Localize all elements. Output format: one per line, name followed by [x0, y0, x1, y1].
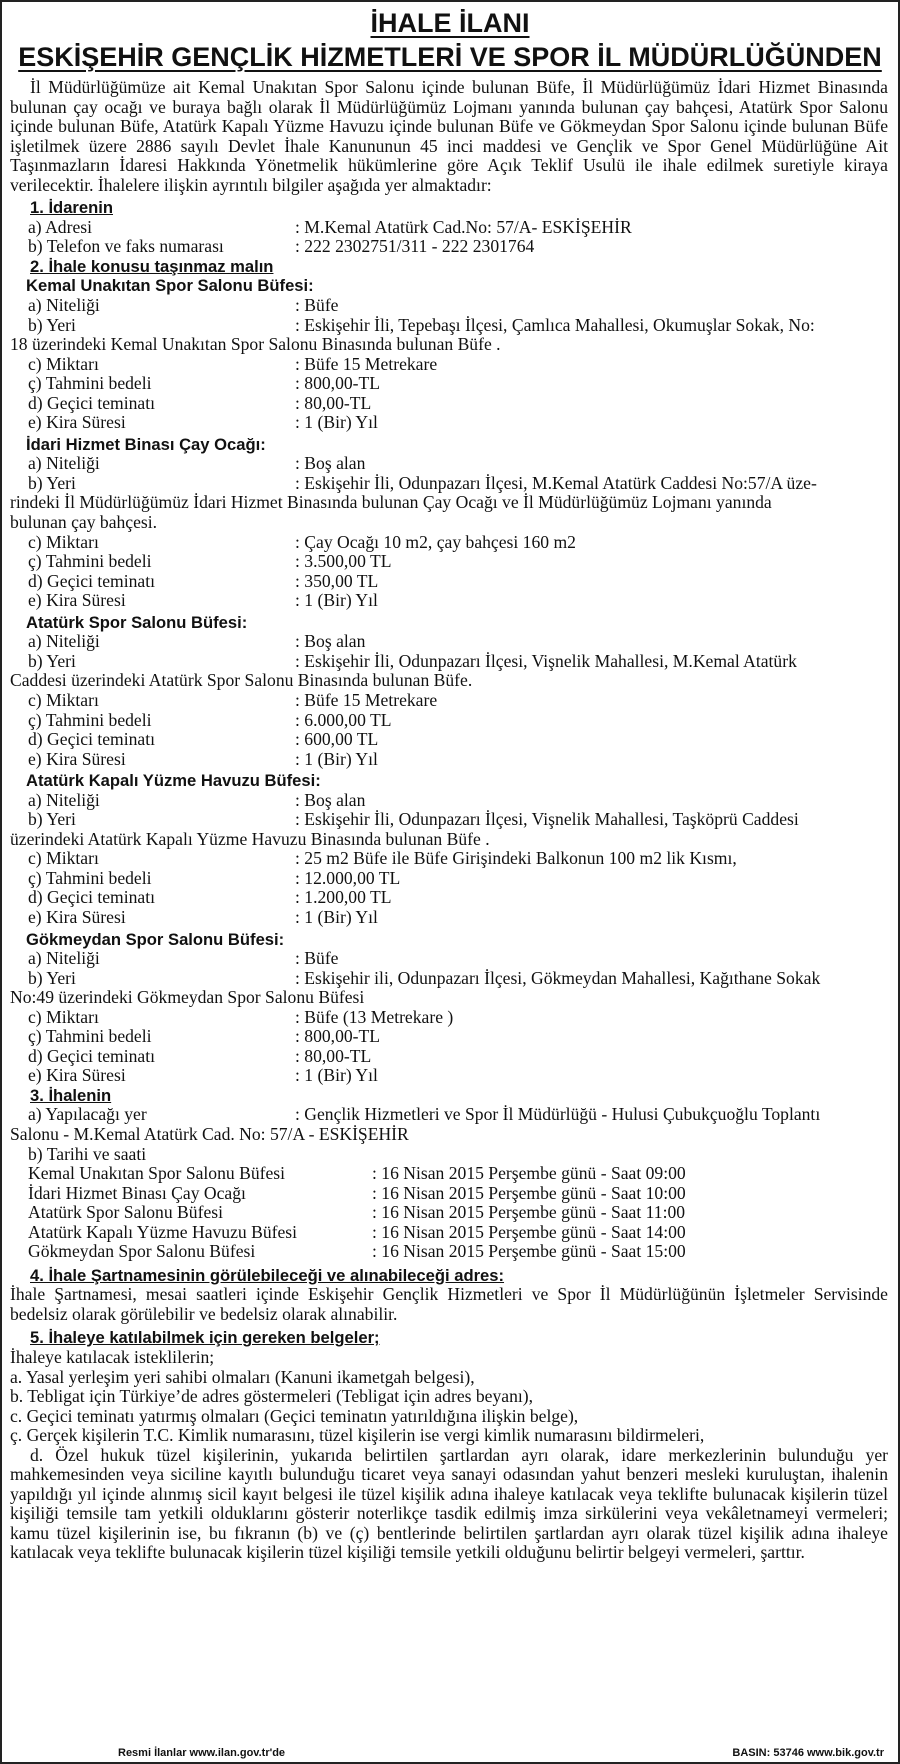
- section-4-text: İhale Şartnamesi, mesai saatleri içinde Eskişehir Gençlik Hizmetleri ve Spor İl Müdürlüğünün İşletmeler Servisinde bedelsiz olarak görülebilir ve bedelsiz olarak alınabilir.: [10, 1284, 888, 1324]
- sure-row: e) Kira Süresi : 1 (Bir) Yıl: [28, 748, 378, 769]
- yeri-row: b) Yeri : Eskişehir İli, Tepebaşı İlçesi, Çamlıca Mahallesi, Okumuşlar Sokak, No:: [28, 314, 815, 335]
- section-5-title: 5. İhaleye katılabilmek için gereken belgeler;: [30, 1328, 380, 1348]
- property-item: [10, 613, 888, 769]
- property-name: Atatürk Kapalı Yüzme Havuzu Büfesi:: [26, 771, 321, 791]
- teminat-row: d) Geçici teminatı : 350,00 TL: [28, 570, 379, 591]
- bedel-row: ç) Tahmini bedeli : 6.000,00 TL: [28, 709, 392, 730]
- notice-title: İHALE İLANI: [370, 8, 530, 38]
- teminat-row: d) Geçici teminatı : 80,00-TL: [28, 392, 372, 413]
- venue-row: a) Yapılacağı yer : Gençlik Hizmetleri ve Spor İl Müdürlüğü - Hulusi Çubukçuoğlu Toplantı: [28, 1104, 821, 1125]
- bedel-row: ç) Tahmini bedeli : 800,00-TL: [28, 1026, 381, 1047]
- notice-subtitle: ESKİŞEHİR GENÇLİK HİZMETLERİ VE SPOR İL MÜDÜRLÜĞÜNDEN: [18, 42, 882, 72]
- section-2-title: 2. İhale konusu taşınmaz malın: [30, 256, 274, 276]
- yeri-row: b) Yeri : Eskişehir İli, Odunpazarı İlçesi, Vişnelik Mahallesi, M.Kemal Atatürk: [28, 650, 797, 671]
- sure-row: e) Kira Süresi : 1 (Bir) Yıl: [28, 906, 378, 927]
- niteligi-row: a) Niteliği : Büfe: [28, 295, 339, 316]
- sure-row: e) Kira Süresi : 1 (Bir) Yıl: [28, 1065, 378, 1086]
- date-label-row: b) Tarihi ve saati: [28, 1143, 147, 1164]
- schedule-row: Gökmeydan Spor Salonu Büfesi : 16 Nisan 2015 Perşembe günü - Saat 15:00: [28, 1241, 686, 1262]
- yeri-cont: rindeki İl Müdürlüğümüz İdari Hizmet Binasında bulunan Çay Ocağı ve İl Müdürlüğümüz Lojmanı yanında: [10, 492, 772, 513]
- phone-row: b) Telefon ve faks numarası : 222 2302751/311 - 222 2301764: [28, 236, 535, 257]
- miktari-row: c) Miktarı : Büfe 15 Metrekare: [28, 353, 438, 374]
- req-c: c. Geçici teminatı yatırmış olmaları (Geçici teminatın yatırıldığına ilişkin belge),: [10, 1405, 579, 1426]
- footer-right[interactable]: BASIN: 53746 www.bik.gov.tr: [732, 1747, 884, 1759]
- property-name: Atatürk Spor Salonu Büfesi:: [26, 612, 248, 632]
- niteligi-row: a) Niteliği : Boş alan: [28, 631, 366, 652]
- miktari-row: c) Miktarı : Büfe (13 Metrekare ): [28, 1006, 454, 1027]
- niteligi-row: a) Niteliği : Boş alan: [28, 789, 366, 810]
- teminat-row: d) Geçici teminatı : 80,00-TL: [28, 1045, 372, 1066]
- intro-paragraph: İl Müdürlüğümüze ait Kemal Unakıtan Spor Salonu içinde bulunan Büfe, İl Müdürlüğümüz İdari Hizmet Binasında bulunan çay ocağı ve buraya bağlı olarak İl Müdürlüğümüz Lojmanı yanında bulunan çay bahçesi, Atatürk Spor Salonu içinde bulunan Büfe, Atatürk Kapalı Yüzme Havuzu içinde bulunan Büfe ve Gökmeydan Spor Salonu içinde bulunan Büfe işletilmek üzere 2886 sayılı Devlet İhale Kanununun 45 inci maddesi ve Gençlik ve Spor Genel Müdürlüğüne Ait Taşınmazların İdaresi Hakkında Yönetmelik hükümlerine göre Açık Teklif Usulü ile ihale edilmek suretiyle kiraya verilecektir. İhalelere ilişkin ayrıntılı bilgiler aşağıda yer almaktadır:: [10, 77, 888, 195]
- sure-row: e) Kira Süresi : 1 (Bir) Yıl: [28, 590, 378, 611]
- teminat-row: d) Geçici teminatı : 600,00 TL: [28, 729, 379, 750]
- yeri-row: b) Yeri : Eskişehir ili, Odunpazarı İlçesi, Gökmeydan Mahallesi, Kağıthane Sokak: [28, 967, 821, 988]
- yeri-cont-2: bulunan çay bahçesi.: [10, 512, 158, 533]
- yeri-cont: No:49 üzerindeki Gökmeydan Spor Salonu Büfesi: [10, 987, 365, 1008]
- property-name: Gökmeydan Spor Salonu Büfesi:: [26, 929, 285, 949]
- venue-cont: Salonu - M.Kemal Atatürk Cad. No: 57/A - ESKİŞEHİR: [10, 1123, 409, 1144]
- schedule-row: İdari Hizmet Binası Çay Ocağı : 16 Nisan 2015 Perşembe günü - Saat 10:00: [28, 1182, 686, 1203]
- yeri-row: b) Yeri : Eskişehir İli, Odunpazarı İlçesi, M.Kemal Atatürk Caddesi No:57/A üze-: [28, 472, 817, 493]
- bedel-row: ç) Tahmini bedeli : 12.000,00 TL: [28, 867, 401, 888]
- req-b: b. Tebligat için Türkiye’de adres göstermeleri (Tebligat için adres beyanı),: [10, 1386, 534, 1407]
- property-item: [10, 435, 888, 611]
- yeri-row: b) Yeri : Eskişehir İli, Odunpazarı İlçesi, Vişnelik Mahallesi, Taşköprü Caddesi: [28, 809, 799, 830]
- req-a: a. Yasal yerleşim yeri sahibi olmaları (Kanuni ikametgah belgesi),: [10, 1366, 475, 1387]
- teminat-row: d) Geçici teminatı : 1.200,00 TL: [28, 887, 392, 908]
- req-cc: ç. Gerçek kişilerin T.C. Kimlik numarasını, tüzel kişilerin ise vergi kimlik numarasını bildirmeleri,: [10, 1425, 705, 1446]
- yeri-cont: 18 üzerindeki Kemal Unakıtan Spor Salonu Binasında bulunan Büfe .: [10, 334, 501, 355]
- schedule-row: Atatürk Kapalı Yüzme Havuzu Büfesi : 16 Nisan 2015 Perşembe günü - Saat 14:00: [28, 1221, 686, 1242]
- schedule-row: Kemal Unakıtan Spor Salonu Büfesi : 16 Nisan 2015 Perşembe günü - Saat 09:00: [28, 1163, 686, 1184]
- section-4-title: 4. İhale Şartnamesinin görülebileceği ve alınabileceği adres:: [30, 1265, 505, 1285]
- schedule-list: [10, 1164, 888, 1262]
- property-name: İdari Hizmet Binası Çay Ocağı:: [26, 434, 266, 454]
- footer-left[interactable]: Resmi İlanlar www.ilan.gov.tr'de: [118, 1747, 286, 1759]
- miktari-row: c) Miktarı : 25 m2 Büfe ile Büfe Girişindeki Balkonun 100 m2 lik Kısmı,: [28, 848, 737, 869]
- property-item: [10, 771, 888, 927]
- niteligi-row: a) Niteliği : Boş alan: [28, 453, 366, 474]
- property-item: [10, 276, 888, 432]
- req-d: d. Özel hukuk tüzel kişilerinin, yukarıda belirtilen şartlardan ayrı olarak, idare merkezlerinin bulunduğu yer mahkemesinden veya siciline kayıtlı bulunduğu ticaret veya sanayi odasından yahut benzeri mesleki kuruluştan, ihalenin yapıldığı yıl içinde alınmış sicil kayıt belgesi ile tüzel kişilik adına ihaleye katılacak veya teklifte bulunacak kişilerin tüzel kişiliği temsile tam yetkili olduklarını gösterir noterlikçe tasdik edilmiş imza sirkülerini veya vekâletnameyi vermeleri; kamu tüzel kişilerinin ise, bu fıkranın (b) ve (ç) bentlerinde belirtilen şartlardan ayrı olarak tüzel kişilik adına ihaleye katılacak veya teklifte bulunacak kişilerin tüzel kişiliği temsile yetkili olduğunu belirtir belgeyi vermeleri, şarttır.: [10, 1444, 888, 1563]
- miktari-row: c) Miktarı : Çay Ocağı 10 m2, çay bahçesi 160 m2: [28, 531, 576, 552]
- section-3-title: 3. İhalenin: [30, 1085, 112, 1105]
- yeri-cont: Caddesi üzerindeki Atatürk Spor Salonu Binasında bulunan Büfe.: [10, 670, 473, 691]
- miktari-row: c) Miktarı : Büfe 15 Metrekare: [28, 689, 438, 710]
- notice-body: [10, 78, 888, 1563]
- address-row: a) Adresi : M.Kemal Atatürk Cad.No: 57/A- ESKİŞEHİR: [28, 216, 632, 237]
- section-1-title: 1. İdarenin: [30, 198, 113, 218]
- property-name: Kemal Unakıtan Spor Salonu Büfesi:: [26, 276, 314, 296]
- property-item: [10, 930, 888, 1086]
- section-5-lead: İhaleye katılacak isteklilerin;: [10, 1347, 215, 1367]
- schedule-row: Atatürk Spor Salonu Büfesi : 16 Nisan 2015 Perşembe günü - Saat 11:00: [28, 1202, 686, 1223]
- yeri-cont: üzerindeki Atatürk Kapalı Yüzme Havuzu Binasında bulunan Büfe .: [10, 828, 490, 849]
- bedel-row: ç) Tahmini bedeli : 800,00-TL: [28, 373, 381, 394]
- niteligi-row: a) Niteliği : Büfe: [28, 948, 339, 969]
- property-list: [10, 276, 888, 1085]
- sure-row: e) Kira Süresi : 1 (Bir) Yıl: [28, 412, 378, 433]
- bedel-row: ç) Tahmini bedeli : 3.500,00 TL: [28, 551, 392, 572]
